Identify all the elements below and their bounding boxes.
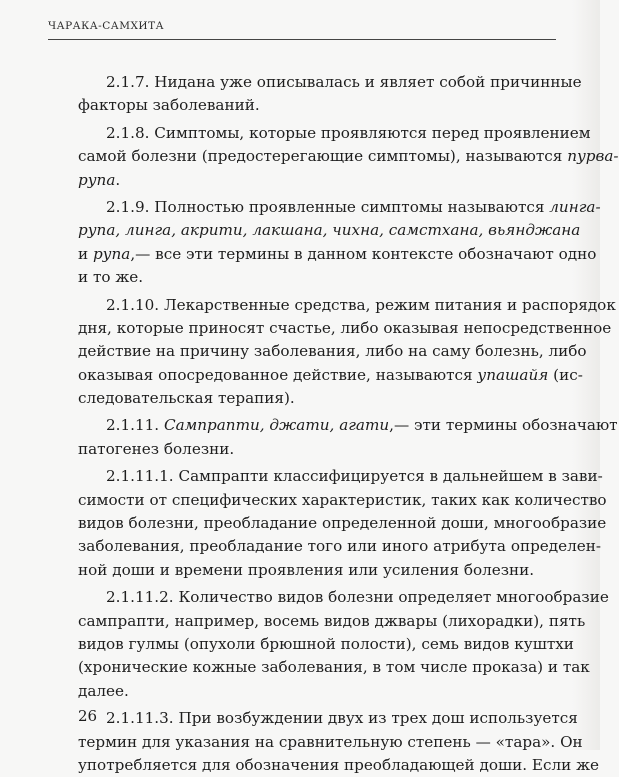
text-run: употребляется для обозначения преобладающей доши. Если же xyxy=(78,755,600,774)
text-line xyxy=(78,340,587,363)
running-head: ЧАРАКА-САМХИТА xyxy=(48,20,165,32)
text-run: 2.1.7. Нидана уже описывалась и являет собой причинные xyxy=(106,73,582,91)
text-line xyxy=(78,387,548,410)
text-run: (ис- xyxy=(548,365,583,384)
text-line xyxy=(78,489,607,512)
italic-term: упашайя xyxy=(477,365,549,384)
text-line xyxy=(78,680,548,703)
text-line xyxy=(78,414,618,437)
text-line xyxy=(78,219,581,242)
text-line xyxy=(78,196,601,219)
text-run: и xyxy=(78,244,93,263)
text-run: 2.1.11.1. Сампрапти классифицируется в дальнейшем в зави- xyxy=(106,467,603,486)
italic-term: рупа xyxy=(92,244,131,263)
text-line xyxy=(78,243,597,266)
text-run: сампрапти, например, восемь видов джвары (лихорадки), пять xyxy=(78,611,586,630)
text-run: следовательская терапия). xyxy=(78,389,295,408)
text-line xyxy=(78,610,586,633)
text-run: ,— эти термины обозначают xyxy=(389,416,618,435)
text-line xyxy=(78,465,603,488)
text-run: 2.1.10. Лекарственные средства, режим питания и распорядок xyxy=(106,295,616,314)
text-line xyxy=(78,633,574,656)
page-number: 26 xyxy=(78,707,98,725)
text-line xyxy=(78,586,609,609)
text-run: видов болезни, преобладание определенной доши, многообразие xyxy=(78,514,607,533)
text-line xyxy=(78,364,583,387)
text-line xyxy=(78,94,548,117)
text-run: симости от специфических характеристик, таких как количество xyxy=(78,490,607,509)
text-line xyxy=(78,731,583,754)
italic-term: рупа xyxy=(78,170,116,189)
text-run: самой болезни (предостерегающие симптомы), называются xyxy=(78,147,568,166)
text-line xyxy=(78,559,548,582)
text-run: факторы заболеваний. xyxy=(78,96,260,115)
text-run: патогенез болезни. xyxy=(78,439,235,458)
text-run: 2.1.8. Симптомы, которые проявляются перед проявлением xyxy=(106,123,591,142)
header-rule xyxy=(48,39,556,40)
text-line xyxy=(78,754,600,777)
text-run: 2.1.11.3. При возбуждении двух из трех дош используется xyxy=(106,709,578,728)
text-run: дня, которые приносят счастье, либо оказывая непосредственное xyxy=(78,318,612,337)
text-line xyxy=(78,71,582,94)
text-run: заболевания, преобладание того или иного атрибута определен- xyxy=(78,537,602,556)
text-run: термин для указания на сравнительную степень — «тара». Он xyxy=(78,732,583,751)
text-line xyxy=(78,266,548,289)
italic-term: линга- xyxy=(549,197,601,216)
text-run: далее. xyxy=(78,681,129,700)
text-line xyxy=(78,535,602,558)
text-run: (хронические кожные заболевания, в том числе проказа) и так xyxy=(78,658,590,677)
text-line xyxy=(78,656,590,679)
text-run: ной доши и времени проявления или усиления болезни. xyxy=(78,560,535,579)
text-line xyxy=(78,294,616,317)
text-run: и то же. xyxy=(78,268,144,287)
text-line xyxy=(78,438,548,461)
text-line xyxy=(78,707,578,730)
text-line xyxy=(78,317,612,340)
italic-term: рупа, линга, акрити, лакшана, чихна, самстхана, вьянджана xyxy=(78,221,581,240)
text-run: оказывая опосредованное действие, называются xyxy=(78,365,478,384)
text-run: видов гулмы (опухоли брюшной полости), семь видов куштхи xyxy=(78,634,574,653)
text-run: 2.1.11.2. Количество видов болезни определяет многообразие xyxy=(106,588,609,607)
text-line xyxy=(78,169,548,192)
italic-term: пурва- xyxy=(567,147,619,166)
text-run: . xyxy=(115,170,121,189)
text-line xyxy=(78,145,619,168)
text-run: 2.1.11. xyxy=(106,416,164,435)
body-text xyxy=(78,71,619,777)
text-run: действие на причину заболевания, либо на саму болезнь, либо xyxy=(78,342,587,361)
text-run: 2.1.9. Полностью проявленные симптомы называются xyxy=(106,197,550,216)
text-line xyxy=(78,122,591,145)
text-line xyxy=(78,512,607,535)
italic-term: Сампрапти, джати, агати xyxy=(163,416,390,435)
text-run: ,— все эти термины в данном контексте обозначают одно xyxy=(130,244,597,263)
